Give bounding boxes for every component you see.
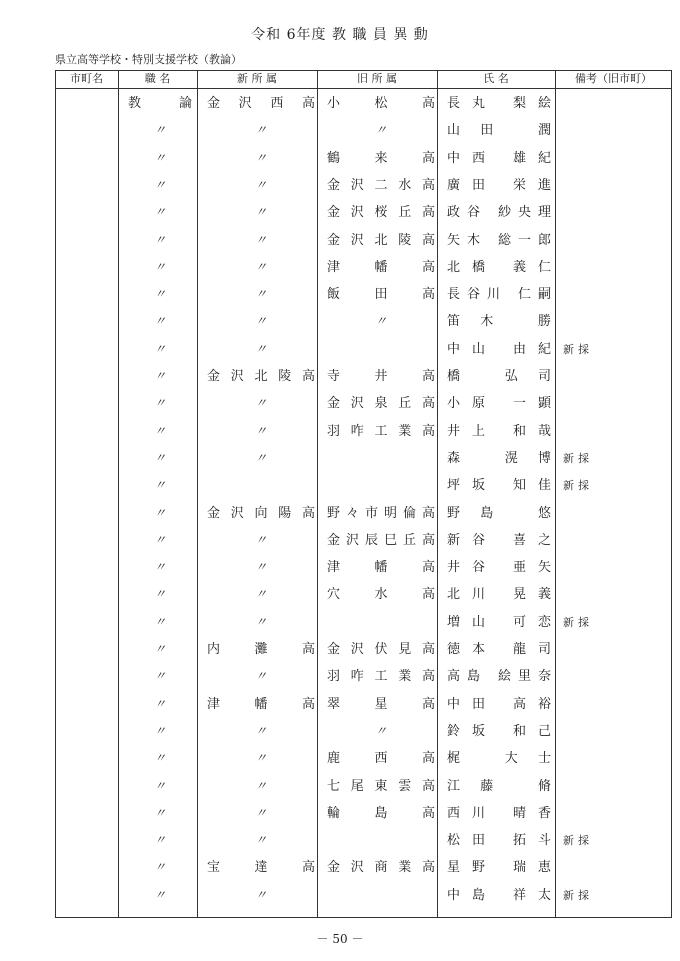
table-header [55,70,672,89]
cell-new-school: 〃 [254,232,267,247]
cell-position: 〃 [153,642,166,656]
cell-old-school: 金沢伏見高 [327,642,435,657]
cell-name: 矢木 総一郎 [447,232,551,248]
cell-name: 長谷川 仁嗣 [447,287,551,303]
table-row [55,308,672,335]
cell-position: 〃 [153,723,166,738]
cell-position: 〃 [153,314,166,329]
cell-note [563,199,623,226]
cell-position: 〃 [153,696,166,711]
header-name: 氏 名 [483,72,509,85]
cell-position: 〃 [153,505,166,520]
cell-name: 小原 一顕 [447,396,551,412]
cell-new-school: 宝達高 [207,860,315,876]
cell-name: 梶 大士 [447,751,551,767]
table-row [55,554,672,581]
cell-position: 〃 [153,560,166,575]
cell-note [563,308,623,335]
cell-old-school [327,336,435,363]
cell-note: 新採 [563,451,593,465]
page-title: 令和 6年度 教 職 員 異 動 [251,27,429,43]
cell-note: 新採 [563,615,593,629]
table-row [55,691,672,718]
cell-position: 〃 [153,614,166,629]
cell-old-school: 〃 [374,314,387,329]
cell-note [563,227,623,254]
cell-new-school: 〃 [254,341,267,356]
cell-name: 北橋 義仁 [447,259,551,275]
cell-old-school: 金沢辰巳丘高 [327,532,435,548]
cell-note: 新採 [563,888,593,902]
cell-old-school: 寺井高 [327,369,435,384]
cell-new-school: 〃 [254,423,267,438]
table-row [55,581,672,608]
cell-name: 坪坂 知佳 [447,478,551,494]
cell-note [563,554,623,581]
cell-name: 新谷 喜之 [447,532,551,548]
cell-position: 〃 [153,478,166,493]
cell-new-school: 〃 [254,205,267,220]
cell-new-school: 内灘高 [207,642,315,657]
table-row [55,418,672,445]
cell-name: 井上 和哉 [447,423,551,439]
cell-name: 中西 雄紀 [447,150,551,166]
cell-position: 〃 [153,287,166,302]
cell-note [563,145,623,172]
cell-name: 橋 弘司 [447,369,551,384]
cell-name: 廣田 栄進 [447,177,551,193]
cell-position: 〃 [153,205,166,220]
table-row [55,745,672,772]
table-row [55,199,672,226]
cell-note [563,718,623,745]
cell-new-school: 〃 [254,150,267,165]
cell-position: 〃 [153,259,166,274]
cell-position: 〃 [153,150,166,165]
cell-note: 新採 [563,834,593,848]
cell-note [563,527,623,554]
cell-note [563,773,623,800]
table-row [55,472,672,499]
cell-new-school: 金沢西高 [207,96,315,111]
cell-position: 〃 [153,887,166,902]
cell-old-school: 飯田高 [327,287,435,303]
cell-name: 長丸 梨絵 [447,96,551,111]
header-old-school: 旧 所 属 [357,72,397,85]
cell-old-school [327,882,435,909]
cell-note: 新採 [563,479,593,493]
cell-old-school: 金沢二水高 [327,177,435,193]
cell-name: 笛木 勝 [447,314,551,330]
cell-old-school: 〃 [374,723,387,738]
cell-name: 鈴坂 和己 [447,723,551,739]
cell-name: 中島 祥太 [447,887,551,903]
cell-position: 教論 [128,96,192,111]
table-row [55,854,672,881]
cell-position: 〃 [153,177,166,192]
cell-note [563,117,623,144]
cell-name: 森 滉博 [447,450,551,466]
cell-new-school: 〃 [254,805,267,820]
cell-old-school: 羽咋工業高 [327,669,435,685]
cell-new-school: 〃 [254,177,267,192]
cell-old-school: 羽咋工業高 [327,423,435,439]
header-city: 市町名 [70,72,103,85]
cell-new-school: 金沢北陵高 [207,369,315,384]
cell-note [563,390,623,417]
cell-old-school: 翠星高 [327,696,435,712]
cell-position: 〃 [153,532,166,547]
cell-old-school: 輪島高 [327,805,435,821]
cell-new-school: 〃 [254,259,267,274]
cell-new-school: 〃 [254,314,267,329]
cell-new-school: 〃 [254,287,267,302]
cell-old-school: 野々市明倫高 [327,505,435,521]
table-row [55,90,672,117]
table-row [55,882,672,909]
cell-new-school: 金沢向陽高 [207,505,315,521]
cell-new-school: 〃 [254,123,267,138]
table-row [55,500,672,527]
cell-note [563,581,623,608]
cell-new-school: 〃 [254,778,267,793]
cell-new-school: 〃 [254,887,267,902]
cell-note [563,854,623,881]
cell-new-school: 〃 [254,560,267,575]
header-new-school: 新 所 属 [237,72,277,85]
table-row [55,636,672,663]
cell-name: 中田 高裕 [447,696,551,712]
cell-position: 〃 [153,805,166,820]
cell-old-school: 鶴来高 [327,150,435,166]
cell-new-school: 〃 [254,751,267,766]
cell-position: 〃 [153,341,166,356]
cell-position: 〃 [153,587,166,602]
cell-name: 徳本 龍司 [447,642,551,657]
cell-note [563,636,623,663]
cell-position: 〃 [153,450,166,465]
cell-position: 〃 [153,833,166,848]
cell-name: 野島 悠 [447,505,551,521]
cell-name: 星野 瑞恵 [447,860,551,876]
table-row [55,254,672,281]
table-row [55,145,672,172]
cell-name: 山田 潤 [447,123,551,139]
cell-name: 高島 絵里奈 [447,669,551,685]
table-row [55,390,672,417]
cell-note [563,90,623,117]
table-row [55,227,672,254]
table-row [55,527,672,554]
cell-note [563,281,623,308]
cell-old-school: 〃 [374,123,387,138]
table-row [55,718,672,745]
cell-old-school: 津幡高 [327,560,435,576]
cell-note [563,500,623,527]
cell-old-school: 金沢商業高 [327,860,435,876]
table-row [55,336,672,363]
cell-note [563,363,623,390]
cell-old-school [327,472,435,499]
cell-name: 増山 可恋 [447,614,551,630]
table-row [55,800,672,827]
cell-note [563,800,623,827]
cell-position: 〃 [153,669,166,684]
cell-note [563,418,623,445]
cell-old-school: 小松高 [327,96,435,111]
cell-new-school: 〃 [254,396,267,411]
cell-note [563,745,623,772]
cell-old-school: 金沢北陵高 [327,232,435,248]
cell-new-school [207,472,315,499]
cell-new-school: 〃 [254,587,267,602]
cell-position: 〃 [153,369,166,383]
table-row [55,445,672,472]
cell-name: 江藤 脩 [447,778,551,794]
cell-old-school [327,827,435,854]
cell-new-school: 〃 [254,833,267,848]
cell-new-school: 〃 [254,614,267,629]
table-row [55,172,672,199]
cell-name: 松田 拓斗 [447,833,551,849]
cell-new-school: 〃 [254,532,267,547]
table-row [55,363,672,390]
cell-position: 〃 [153,396,166,411]
cell-old-school: 津幡高 [327,259,435,275]
table-row [55,827,672,854]
cell-name: 北川 晃義 [447,587,551,603]
cell-new-school: 〃 [254,669,267,684]
cell-name: 西川 晴香 [447,805,551,821]
cell-position: 〃 [153,123,166,138]
cell-old-school: 穴水高 [327,587,435,603]
cell-position: 〃 [153,778,166,793]
cell-name: 井谷 亜矢 [447,560,551,576]
cell-name: 中山 由紀 [447,341,551,357]
cell-note [563,254,623,281]
cell-position: 〃 [153,423,166,438]
header-note: 備考（旧市町） [575,72,652,85]
cell-note [563,172,623,199]
cell-new-school: 〃 [254,723,267,738]
cell-old-school: 七尾東雲高 [327,778,435,794]
cell-old-school: 金沢泉丘高 [327,396,435,412]
cell-new-school: 津幡高 [207,696,315,712]
cell-note: 新採 [563,342,593,356]
page-number: － 50 － [316,932,364,946]
table-row [55,609,672,636]
cell-position: 〃 [153,751,166,766]
section-subtitle: 県立高等学校・特別支援学校（教論） [55,53,242,66]
table-row [55,117,672,144]
cell-note [563,663,623,690]
cell-old-school [327,609,435,636]
cell-position: 〃 [153,860,166,875]
cell-name: 政谷 紗央理 [447,205,551,221]
header-position: 職 名 [144,72,171,85]
cell-old-school: 鹿西高 [327,751,435,767]
cell-old-school [327,445,435,472]
table-row [55,663,672,690]
cell-position: 〃 [153,232,166,247]
cell-new-school: 〃 [254,450,267,465]
table-row [55,773,672,800]
table-row [55,281,672,308]
cell-old-school: 金沢桜丘高 [327,205,435,221]
cell-note [563,691,623,718]
